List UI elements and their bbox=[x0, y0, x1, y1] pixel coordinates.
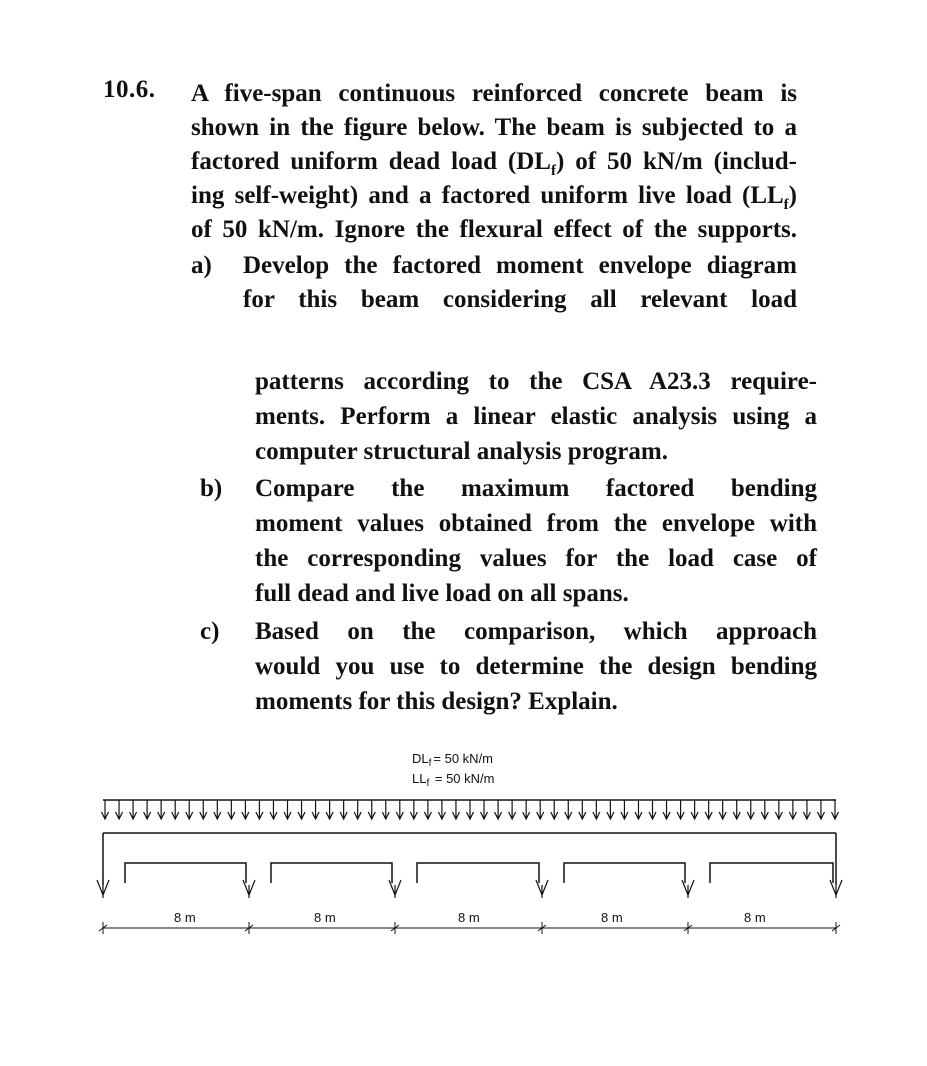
support-3 bbox=[389, 880, 401, 898]
span-length-4: 8 m bbox=[601, 910, 623, 925]
part-c-line-1: Based on the comparison, which approach bbox=[255, 618, 817, 645]
part-a-line-4: ments. Perform a linear elastic analysis using a bbox=[255, 403, 817, 430]
intro-line-3-text: factored uniform dead load (DL bbox=[191, 148, 551, 175]
part-b-line-4: full dead and live load on all spans. bbox=[255, 580, 629, 607]
span-marker bbox=[417, 863, 539, 883]
support-4 bbox=[536, 880, 548, 898]
span-marker bbox=[564, 863, 685, 883]
support-leg bbox=[542, 880, 548, 895]
part-a-line-1: Develop the factored moment envelope diagram bbox=[243, 252, 797, 279]
part-b-label: b) bbox=[200, 475, 223, 502]
intro-line-4-text: ing self-weight) and a factored uniform live load (LL bbox=[191, 182, 784, 209]
span-length-5: 8 m bbox=[744, 910, 766, 925]
beam-diagram bbox=[0, 740, 927, 960]
part-b-line-1: Compare the maximum factored bending bbox=[255, 475, 817, 502]
intro-line-4-tail: ) bbox=[788, 182, 797, 209]
distributed-load-arrows bbox=[102, 800, 839, 819]
intro-line-3 bbox=[191, 146, 797, 178]
support-leg bbox=[103, 880, 109, 895]
intro-line-1: A five-span continuous reinforced concrete beam is bbox=[191, 80, 797, 107]
span-length-2: 8 m bbox=[314, 910, 336, 925]
intro-line-3-tail: ) of 50 kN/m (includ- bbox=[555, 148, 797, 175]
support-5 bbox=[682, 880, 694, 898]
part-a-line-2: for this beam considering all relevant load bbox=[243, 286, 797, 313]
span-marker bbox=[271, 863, 392, 883]
intro-line-4 bbox=[191, 180, 797, 212]
support-leg bbox=[395, 880, 401, 895]
live-load-label: $LL_f = 50$ kN/m bbox=[412, 771, 495, 789]
support-leg bbox=[836, 880, 842, 895]
support-leg bbox=[97, 880, 103, 895]
intro-line-2: shown in the figure below. The beam is subjected to a bbox=[191, 114, 797, 141]
part-b-line-3: the corresponding values for the load case of bbox=[255, 545, 817, 572]
span-length-1: 8 m bbox=[174, 910, 196, 925]
part-a-line-3: patterns according to the CSA A23.3 require- bbox=[255, 368, 817, 395]
problem-number: 10.6. bbox=[103, 76, 156, 103]
span-marker bbox=[125, 863, 246, 883]
span-markings bbox=[97, 863, 842, 898]
part-b-line-2: moment values obtained from the envelope with bbox=[255, 510, 817, 537]
support-2 bbox=[243, 880, 255, 898]
support-leg bbox=[249, 880, 255, 895]
dead-load-label: $DL_f = 50$ kN/m bbox=[412, 751, 494, 769]
part-c-line-3: moments for this design? Explain. bbox=[255, 688, 618, 715]
support-leg bbox=[688, 880, 694, 895]
part-c-label: c) bbox=[200, 618, 220, 645]
span-marker bbox=[710, 863, 833, 883]
subscript-f: f bbox=[550, 163, 556, 179]
span-length-3: 8 m bbox=[458, 910, 480, 925]
intro-line-5: of 50 kN/m. Ignore the flexural effect of the supports. bbox=[191, 216, 797, 243]
part-a-label: a) bbox=[191, 252, 212, 279]
part-c-line-2: would you use to determine the design bending bbox=[255, 653, 817, 680]
part-a-line-5: computer structural analysis program. bbox=[255, 438, 668, 465]
subscript-f: f bbox=[783, 197, 789, 213]
